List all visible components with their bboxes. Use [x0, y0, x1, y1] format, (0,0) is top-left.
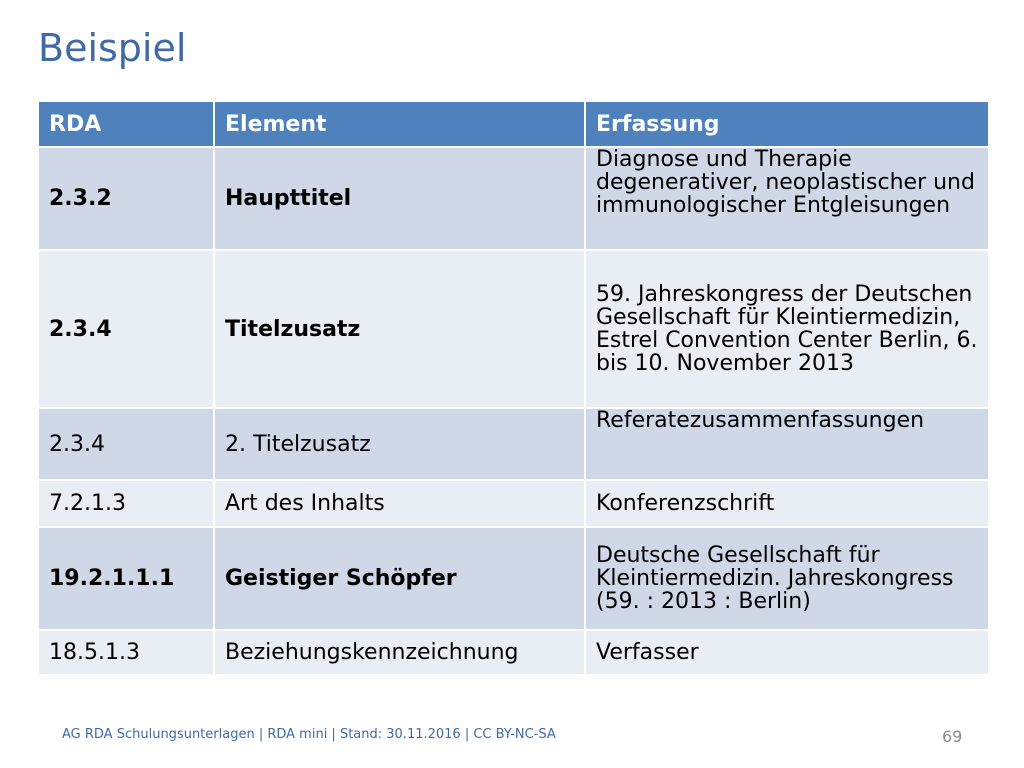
cell-element: Geistiger Schöpfer — [214, 527, 585, 630]
cell-element: Art des Inhalts — [214, 480, 585, 527]
table-row — [38, 147, 989, 250]
cell-element: 2. Titelzusatz — [214, 408, 585, 480]
cell-erfassung: Konferenzschrift — [585, 480, 989, 527]
cell-element: Haupttitel — [214, 147, 585, 250]
cell-rda: 7.2.1.3 — [38, 480, 214, 527]
rda-example-table — [37, 100, 990, 676]
cell-erfassung: 59. Jahreskongress der Deutschen Gesellschaft für Kleintiermedizin, Estrel Convention Center Berlin, 6. bis 10. November 2013 — [585, 250, 989, 408]
table-row — [38, 630, 989, 675]
cell-rda: 2.3.4 — [38, 250, 214, 408]
header-erfassung: Erfassung — [585, 101, 989, 147]
cell-element: Titelzusatz — [214, 250, 585, 408]
cell-rda: 18.5.1.3 — [38, 630, 214, 675]
page-number: 69 — [942, 727, 963, 746]
cell-element: Beziehungskennzeichnung — [214, 630, 585, 675]
cell-erfassung: Referatezusammenfassungen — [585, 408, 989, 480]
header-rda: RDA — [38, 101, 214, 147]
slide-footer: AG RDA Schulungsunterlagen | RDA mini | Stand: 30.11.2016 | CC BY-NC-SA — [62, 727, 556, 742]
slide-title: Beispiel — [38, 26, 187, 70]
table-row — [38, 408, 989, 480]
cell-rda: 2.3.4 — [38, 408, 214, 480]
table-row — [38, 480, 989, 527]
cell-erfassung: Diagnose und Therapie degenerativer, neoplastischer und immunologischer Entgleisungen — [585, 147, 989, 250]
cell-erfassung: Verfasser — [585, 630, 989, 675]
cell-rda: 2.3.2 — [38, 147, 214, 250]
table-row — [38, 250, 989, 408]
header-element: Element — [214, 101, 585, 147]
cell-rda: 19.2.1.1.1 — [38, 527, 214, 630]
table-header-row — [38, 101, 989, 147]
table-row — [38, 527, 989, 630]
cell-erfassung: Deutsche Gesellschaft für Kleintiermedizin. Jahreskongress (59. : 2013 : Berlin) — [585, 527, 989, 630]
